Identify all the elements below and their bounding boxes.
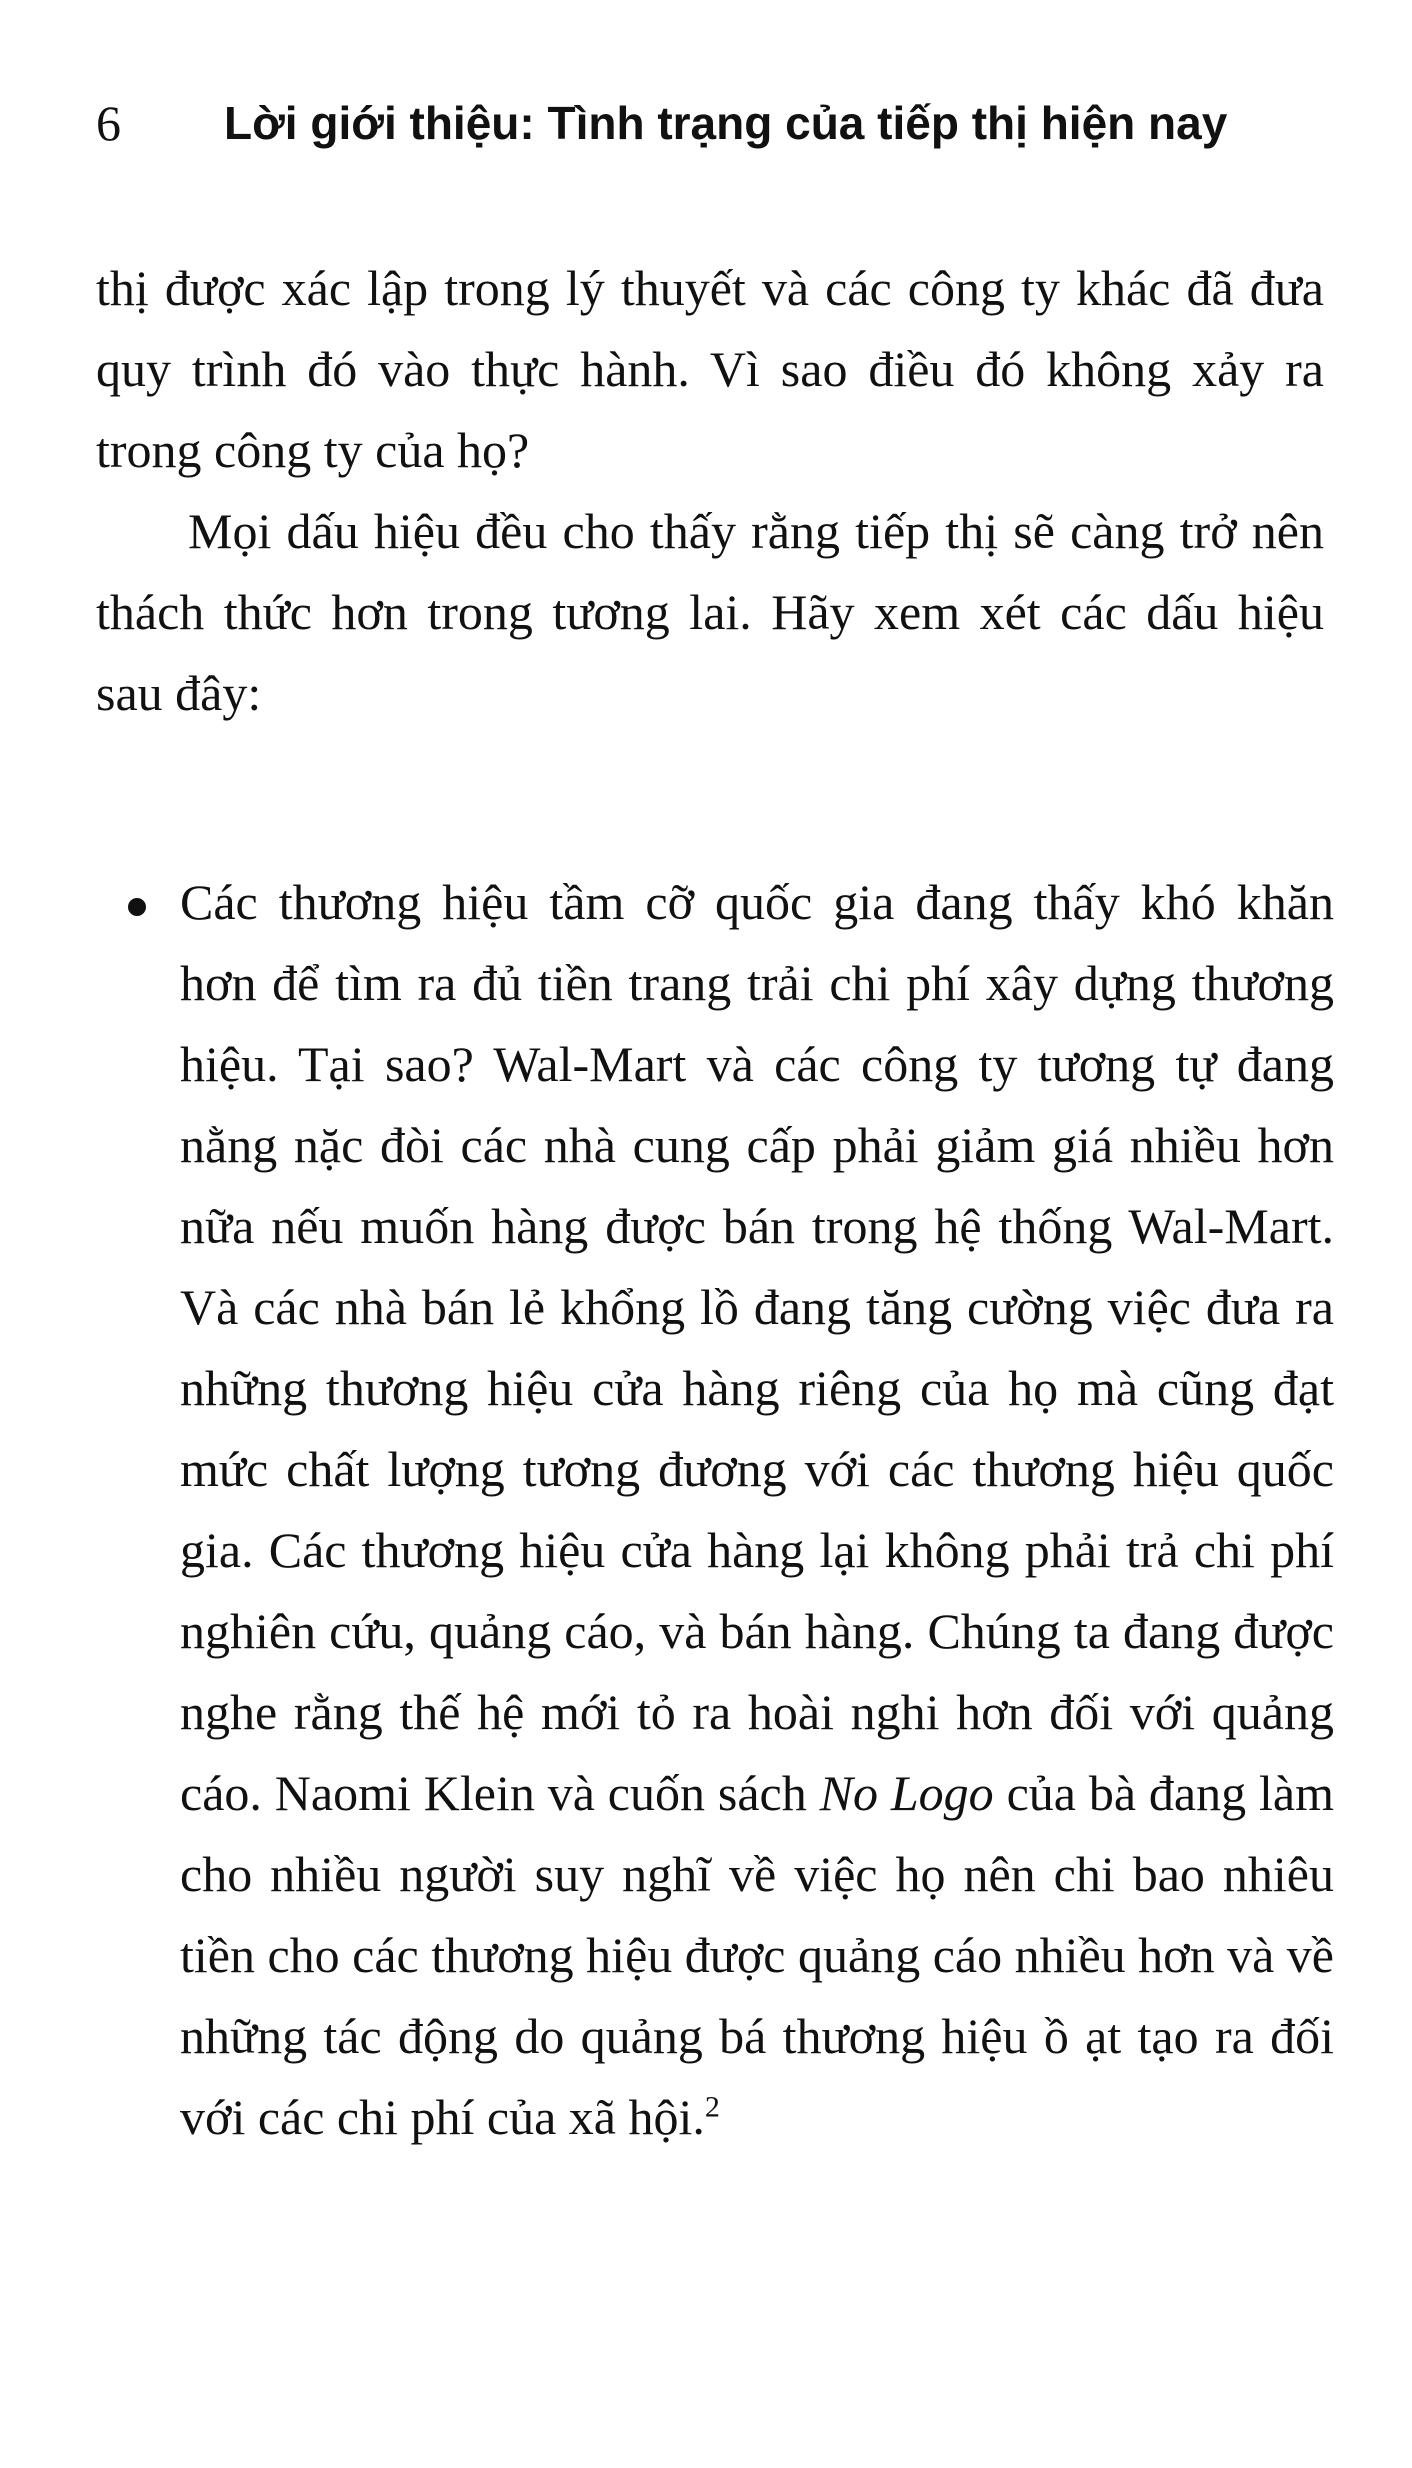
running-title: Lời giới thiệu: Tình trạng của tiếp thị hiện nay (224, 97, 1228, 149)
book-title: No Logo (819, 1765, 994, 1821)
bullet-text (180, 862, 1334, 2158)
page-number: 6 (96, 95, 121, 151)
bullet-text-part1: Các thương hiệu tầm cỡ quốc gia đang thấy khó khăn hơn để tìm ra đủ tiền trang trải chi phí xây dựng thương hiệu. Tại sao? Wal-Mart và các công ty tương tự đang nằng nặc đòi các nhà cung cấp phải giảm giá nhiều hơn nữa nếu muốn hàng được bán trong hệ thống Wal-Mart. Và các nhà bán lẻ khổng lồ đang tăng cường việc đưa ra những thương hiệu cửa hàng riêng của họ mà cũng đạt mức chất lượng tương đương với các thương hiệu quốc gia. Các thương hiệu cửa hàng lại không phải trả chi phí nghiên cứu, quảng cáo, và bán hàng. Chúng ta đang được nghe rằng thế hệ mới tỏ ra hoài nghi hơn đối với quảng cáo. Naomi Klein và cuốn sách (180, 874, 1334, 1821)
bullet-icon (128, 898, 146, 916)
paragraph-continuation: thị được xác lập trong lý thuyết và các công ty khác đã đưa quy trình đó vào thực hành. Vì sao điều đó không xảy ra trong công ty của họ? (96, 260, 1324, 478)
page-header (96, 88, 1296, 158)
paragraph-signs-intro: Mọi dấu hiệu đều cho thấy rằng tiếp thị sẽ càng trở nên thách thức hơn trong tương lai. Hãy xem xét các dấu hiệu sau đây: (96, 503, 1324, 721)
bullet-text-part2: của bà đang làm cho nhiều người suy nghĩ về việc họ nên chi bao nhiêu tiền cho các thương hiệu được quảng cáo nhiều hơn và về những tác động do quảng bá thương hiệu ồ ạt tạo ra đối với các chi phí của xã hội. (180, 1765, 1334, 2145)
footnote-reference: 2 (704, 2090, 720, 2124)
